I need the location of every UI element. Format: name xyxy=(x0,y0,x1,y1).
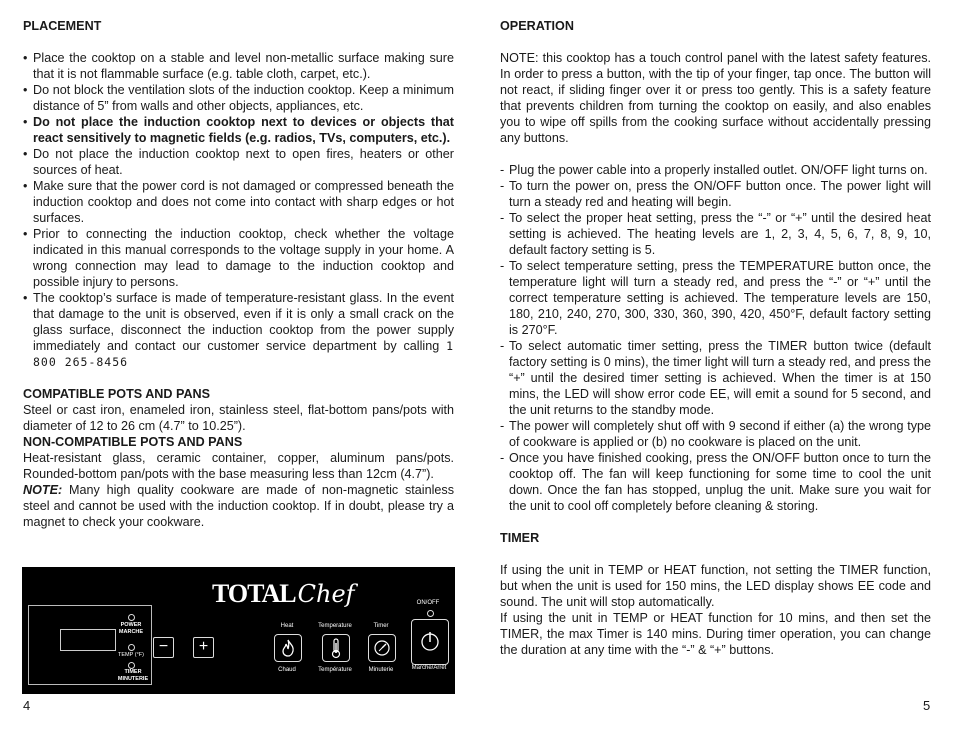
placement-item-text: The cooktop’s surface is made of temperature-resistant glass. In the event that damage to the unit is observed, even if it is only a small crack on the glass surface, disconnect the induction cooktop from the power supply immediately and contact our customer service department by calling xyxy=(33,291,454,353)
plus-button: + xyxy=(193,637,214,658)
power-indicator-led xyxy=(128,614,135,621)
placement-item: • Place the cooktop on a stable and level non-metallic surface making sure that it is not flammable surface (e.g. table cloth, carpet, etc.). xyxy=(23,50,454,82)
logo-chef: Chef xyxy=(297,580,355,608)
timer-paragraph-2: If using the unit in TEMP or HEAT function for 10 mins, and then set the TIMER, the max Timer is 140 mins. During timer operation, you can change the duration at any time with the “-” & “+” buttons. xyxy=(500,611,931,657)
flame-icon xyxy=(275,635,301,661)
note-label: NOTE: xyxy=(23,483,63,497)
onoff-indicator-led xyxy=(427,610,434,617)
heat-button xyxy=(274,634,302,662)
logo-total: TOTAL xyxy=(212,579,296,608)
operation-step: - Once you have finished cooking, press the ON/OFF button once to turn the cooktop off. The fan will keep functioning for some time to cool the unit down. Once the fan has stopped, unplug the unit. Make sure you wait for the unit to cool off completely before cleaning & storing. xyxy=(500,450,931,514)
placement-item: • Prior to connecting the induction cooktop, check whether the voltage indicated in this manual corresponds to the voltage supply in your home. A wrong connection may lead to damage to the induction cooktop and possible injury to persons. xyxy=(23,226,454,290)
total-chef-logo xyxy=(212,579,355,609)
led-display xyxy=(60,629,116,651)
temp-indicator-led xyxy=(128,644,135,651)
operation-step: - The power will completely shut off with 9 second if either (a) the wrong type of cookware is applied or (b) no cookware is placed on the unit. xyxy=(500,418,931,450)
display-area xyxy=(28,605,152,685)
noncompatible-heading: NON-COMPATIBLE POTS AND PANS xyxy=(23,435,243,449)
placement-item: • Make sure that the power cord is not damaged or compressed beneath the induction cooktop and does not come into contact with sharp edges or hot surfaces. xyxy=(23,178,454,226)
onoff-button xyxy=(411,619,449,665)
operation-note: NOTE: this cooktop has a touch control panel with the latest safety features. In order to press a button, with the tip of your finger, tap once. The button will not react, if sliding finger over it or press too gently. This is a safety feature that prevents children from turning the cooktop on easily, and also enables you to wipe off spills from the cooking surface without accidentally pressing any buttons. xyxy=(500,51,931,145)
thermometer-icon xyxy=(323,635,349,661)
timer-indicator-led xyxy=(128,662,135,669)
right-column xyxy=(500,18,931,658)
timer-button xyxy=(368,634,396,662)
operation-step: - To turn the power on, press the ON/OFF button once. The power light will turn a steady red and heating will begin. xyxy=(500,178,931,210)
placement-item-bold xyxy=(23,114,454,146)
note-text: Many high quality cookware are made of non-magnetic stainless steel and cannot be used with the induction cooktop. If in doubt, please try a magnet to check your cookware. xyxy=(23,483,454,529)
temp-label: TEMP (°F) xyxy=(118,652,144,658)
onoff-label: ON/OFF xyxy=(416,600,440,606)
placement-heading: PLACEMENT xyxy=(23,19,102,33)
compatible-heading: COMPATIBLE POTS AND PANS xyxy=(23,387,211,401)
operation-step: - To select the proper heat setting, press the “-” or “+” until the desired heat setting is achieved. The heating levels are 1, 2, 3, 4, 5, 6, 7, 8, 9, 10, default factory setting is 5. xyxy=(500,210,931,258)
page-number-left: 4 xyxy=(23,698,31,713)
operation-heading: OPERATION xyxy=(500,19,574,33)
left-column xyxy=(23,18,454,530)
control-panel-illustration xyxy=(22,567,455,694)
timer-button-label: Timer xyxy=(373,623,389,629)
timer-label: TIMER MINUTERIE xyxy=(117,669,149,682)
timer-heading: TIMER xyxy=(500,531,540,545)
placement-item: • Do not place the induction cooktop next to open fires, heaters or other sources of heat. xyxy=(23,146,454,178)
temperature-label-fr: Température xyxy=(318,667,352,673)
heat-label: Heat xyxy=(280,623,294,629)
note-paragraph xyxy=(23,482,454,530)
page-number-right: 5 xyxy=(923,698,931,713)
onoff-label-fr: Marche/Arrêt xyxy=(411,665,447,671)
power-label: POWER MARCHE xyxy=(118,622,144,635)
temperature-button xyxy=(322,634,350,662)
timer-paragraph-1: If using the unit in TEMP or HEAT function, not setting the TIMER function, but when the unit is used for 150 mins, the LED display shows EE code and sound. The unit will stop automatically. xyxy=(500,563,931,609)
minus-button: − xyxy=(153,637,174,658)
noncompatible-text: Heat-resistant glass, ceramic container, copper, aluminum pans/pots. Rounded-bottom pan/pots with the base measuring less than 12cm (4.7”). xyxy=(23,451,454,481)
temperature-label: Temperature xyxy=(318,623,352,629)
heat-label-fr: Chaud xyxy=(278,667,296,673)
compatible-text: Steel or cast iron, enameled iron, stainless steel, flat-bottom pans/pots with diameter of 12 to 26 cm (4.7” to 10.25”). xyxy=(23,403,454,433)
timer-label-fr: Minuterie xyxy=(368,667,394,673)
operation-step: - To select automatic timer setting, press the TIMER button twice (default factory setting is 0 mins), the timer light will turn a steady red, and press the “+” until the desired timer setting is achieved. When the timer is at 150 mins, the LED will show error code EE, will emit a sound for 5 second, and the unit returns to the standby mode. xyxy=(500,338,931,418)
placement-item-bold-text: Do not place the induction cooktop next to devices or objects that react sensitively to magnetic fields (e.g. radios, TVs, computers, etc.). xyxy=(33,115,454,145)
operation-step: - To select temperature setting, press the TEMPERATURE button once, the temperature light will turn a steady red, and press the “-” or “+” until the correct temperature setting is achieved. The temperature levels are 150, 180, 210, 240, 270, 300, 330, 360, 390, 420, 450°F, default factory setting is 270°F. xyxy=(500,258,931,338)
power-icon xyxy=(412,620,448,664)
placement-item: • Do not block the ventilation slots of the induction cooktop. Keep a minimum distance of 5” from walls and other objects, appliances, etc. xyxy=(23,82,454,114)
timer-clock-icon xyxy=(369,635,395,661)
placement-item-last xyxy=(23,290,454,370)
customer-service-phone: 1 800 265-8456 xyxy=(33,339,455,369)
operation-step: - Plug the power cable into a properly installed outlet. ON/OFF light turns on. xyxy=(500,162,931,178)
